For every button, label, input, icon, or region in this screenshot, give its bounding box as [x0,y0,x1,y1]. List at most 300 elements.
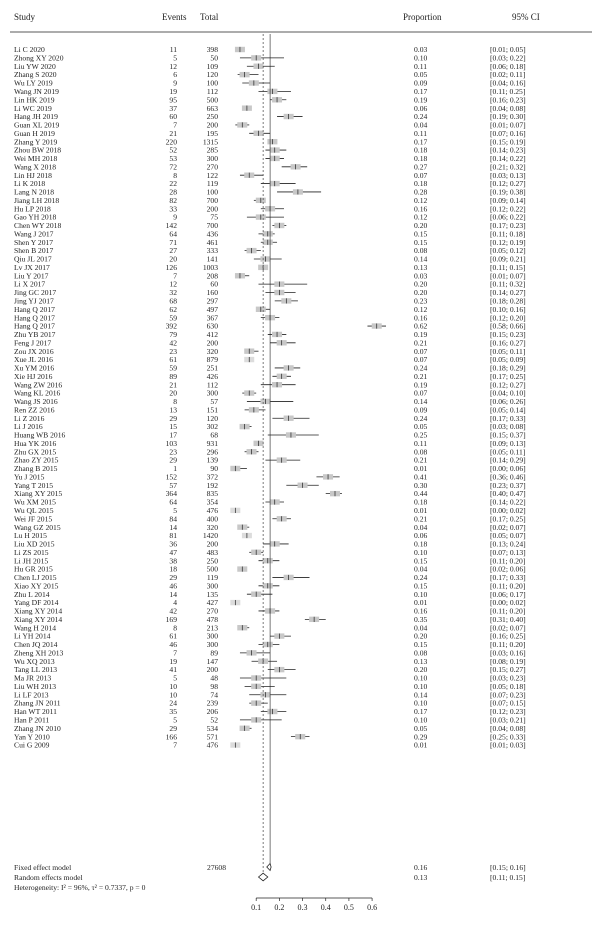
study-name: Chen WY 2018 [14,221,62,231]
study-name: Hang Q 2017 [14,304,55,314]
study-name: Hu LP 2018 [14,204,51,214]
study-total: 120 [206,70,218,80]
study-name: Xiao XY 2015 [14,581,59,591]
study-ci: [0.16; 0.23] [490,95,526,105]
study-name: Wu XQ 2013 [14,656,55,666]
study-total: 427 [206,598,218,608]
study-total: 98 [210,681,218,691]
study-ci: [0.01; 0.07] [490,120,526,130]
study-name: Li WC 2019 [14,103,52,113]
study-proportion: 0.21 [414,455,428,465]
study-proportion: 0.03 [414,45,428,55]
study-total: 112 [206,87,218,96]
study-name: Li C 2020 [14,45,45,55]
study-proportion: 0.10 [414,547,428,557]
study-proportion: 0.17 [414,137,428,147]
study-events: 29 [169,455,177,465]
heterogeneity-text: Heterogeneity: I² = 96%, τ² = 0.7337, p = 0 [14,883,146,892]
study-proportion: 0.08 [414,246,428,256]
study-total: 300 [206,388,218,398]
study-events: 9 [173,78,177,88]
study-total: 213 [206,623,218,633]
fixed-effect-diamond [267,864,271,871]
study-total: 270 [206,162,218,172]
study-proportion: 0.19 [414,330,428,340]
study-total: 200 [206,120,218,130]
study-proportion: 0.18 [414,497,428,507]
study-ci: [0.17; 0.25] [490,514,526,524]
study-events: 5 [173,506,177,515]
study-row [14,263,525,272]
study-proportion: 0.24 [414,573,428,583]
study-proportion: 0.03 [414,271,428,281]
study-total: 250 [206,556,218,566]
study-ci: [0.00; 0.02] [490,598,526,608]
study-name: Lin HK 2019 [14,95,55,105]
study-total: 57 [210,397,218,407]
study-ci: [0.03; 0.13] [490,170,526,180]
study-proportion: 0.04 [414,120,428,130]
study-events: 33 [169,204,177,214]
study-proportion: 0.21 [414,338,428,348]
study-proportion: 0.18 [414,145,428,155]
study-name: Zhu L 2014 [14,589,50,599]
study-proportion: 0.08 [414,648,428,658]
study-name: Liu XD 2015 [14,539,55,549]
study-events: 11 [169,45,177,55]
study-events: 29 [169,723,177,733]
study-total: 320 [206,346,218,356]
study-ci: [0.31; 0.40] [490,614,526,624]
header-events: Events [162,12,187,22]
study-total: 483 [206,547,218,557]
study-ci: [0.05; 0.12] [490,246,526,256]
study-name: Wu QL 2015 [14,506,54,515]
study-events: 84 [169,514,177,524]
study-name: Hang Q 2017 [14,313,55,323]
fixed-effect-proportion: 0.16 [414,863,428,872]
study-ci: [0.18; 0.28] [490,296,526,306]
study-proportion: 0.13 [414,656,428,666]
study-proportion: 0.21 [414,514,428,524]
study-total: 285 [206,145,218,155]
study-total: 476 [206,506,218,515]
study-ci: [0.00; 0.06] [490,464,526,474]
study-total: 200 [206,665,218,675]
study-total: 122 [206,170,218,180]
study-total: 700 [206,221,218,231]
study-ci: [0.14; 0.22] [490,154,526,164]
x-tick-label: 0.4 [320,903,331,912]
study-ci: [0.17; 0.33] [490,413,526,423]
study-proportion: 0.12 [414,195,428,205]
random-effects-label: Random effects model [14,873,83,882]
study-proportion: 0.19 [414,95,428,105]
study-ci: [0.21; 0.32] [490,162,526,172]
study-total: 208 [206,271,218,281]
x-tick-label: 0.5 [343,903,354,912]
study-total: 100 [206,187,218,197]
study-total: 663 [206,103,218,113]
study-proportion: 0.04 [414,522,428,532]
study-total: 239 [206,698,218,708]
study-events: 64 [169,229,177,239]
study-total: 135 [206,589,218,599]
study-ci: [0.03; 0.08] [490,422,526,432]
study-name: Wang X 2018 [14,162,56,172]
study-proportion: 0.29 [414,732,428,742]
study-events: 71 [169,237,177,247]
study-proportion: 0.04 [414,564,428,574]
study-events: 10 [169,690,177,700]
study-total: 879 [206,355,218,365]
study-name: Zhang JN 2011 [14,698,61,708]
study-name: Hu GR 2015 [14,564,53,574]
study-events: 57 [169,480,177,490]
study-ci: [0.04; 0.08] [490,723,526,733]
study-ci: [0.05; 0.18] [490,681,526,691]
study-ci: [0.15; 0.19] [490,137,526,147]
study-events: 27 [169,246,177,256]
study-events: 35 [169,707,177,717]
study-ci: [0.19; 0.38] [490,187,526,197]
header-row [14,12,540,22]
study-proportion: 0.15 [414,581,428,591]
study-ci: [0.14; 0.22] [490,497,526,507]
study-events: 62 [169,304,177,314]
study-name: Lu H 2015 [14,531,47,541]
study-events: 7 [173,271,177,281]
study-proportion: 0.20 [414,288,428,298]
study-total: 60 [210,279,218,289]
study-name: Jing GC 2017 [14,288,57,298]
study-ci: [0.14; 0.29] [490,455,526,465]
study-name: Wang ZW 2016 [14,380,63,390]
study-total: 192 [206,480,218,490]
study-total: 436 [206,229,218,239]
study-total: 89 [210,648,218,658]
study-total: 931 [206,438,218,448]
study-name: Wu LY 2019 [14,78,53,88]
study-proportion: 0.10 [414,715,428,725]
study-events: 8 [173,170,177,180]
study-total: 297 [206,296,218,306]
study-events: 103 [165,438,177,448]
random-effects-diamond [259,873,268,881]
study-events: 17 [169,430,177,440]
study-total: 119 [206,573,218,583]
study-events: 13 [169,405,177,415]
study-proportion: 0.15 [414,556,428,566]
study-name: Jing YJ 2017 [14,296,54,306]
study-events: 36 [169,539,177,549]
study-total: 100 [206,78,218,88]
study-ci: [0.06; 0.26] [490,397,526,407]
study-events: 53 [169,154,177,164]
study-proportion: 0.07 [414,346,428,356]
study-proportion: 0.14 [414,397,428,407]
study-events: 14 [169,589,177,599]
study-name: Li J 2016 [14,422,43,432]
study-events: 20 [169,388,177,398]
study-ci: [0.02; 0.06] [490,564,526,574]
study-total: 354 [206,497,218,507]
study-events: 23 [169,346,177,356]
study-total: 300 [206,581,218,591]
study-events: 46 [169,581,177,591]
study-events: 12 [169,61,177,71]
header-study: Study [14,12,36,22]
study-name: Li K 2018 [14,179,46,189]
study-total: 461 [206,237,218,247]
study-name: Shen Y 2017 [14,237,54,247]
header-total: Total [200,12,219,22]
study-name: Chen JQ 2014 [14,640,58,650]
study-name: Xie HJ 2016 [14,371,53,381]
study-proportion: 0.11 [414,61,428,71]
study-ci: [0.05; 0.07] [490,531,526,541]
study-proportion: 0.09 [414,78,428,88]
fixed-effect-ci: [0.15; 0.16] [490,863,526,872]
study-ci: [0.05; 0.11] [490,447,526,457]
study-total: 109 [206,61,218,71]
study-name: Li Z 2016 [14,413,45,423]
study-proportion: 0.24 [414,112,428,122]
study-proportion: 0.15 [414,237,428,247]
study-ci: [0.23; 0.37] [490,480,526,490]
study-name: Xiang XY 2014 [14,614,63,624]
study-events: 12 [169,279,177,289]
study-proportion: 0.62 [414,321,428,331]
study-proportion: 0.44 [414,489,428,499]
study-name: Wei JF 2015 [14,514,53,524]
study-proportion: 0.07 [414,355,428,365]
study-proportion: 0.17 [414,87,428,96]
study-total: 426 [206,371,218,381]
study-total: 270 [206,606,218,616]
header-proportion: Proportion [403,12,442,22]
study-events: 166 [165,732,177,742]
study-name: Hang Q 2017 [14,321,55,331]
study-proportion: 0.20 [414,279,428,289]
study-name: Guan XL 2019 [14,120,60,130]
study-total: 50 [210,53,218,63]
random-effects-ci: [0.11; 0.15] [490,873,526,882]
study-total: 497 [206,304,218,314]
study-name: Zhou BW 2018 [14,145,62,155]
study-ci: [0.01; 0.05] [490,45,526,55]
study-total: 112 [206,380,218,390]
study-proportion: 0.19 [414,380,428,390]
study-name: Qiu JL 2017 [14,254,52,264]
study-proportion: 0.07 [414,170,428,180]
study-name: Xue JL 2016 [14,355,53,365]
study-events: 46 [169,640,177,650]
study-proportion: 0.35 [414,614,428,624]
study-ci: [0.11; 0.20] [490,556,526,566]
study-ci: [0.03; 0.22] [490,53,526,63]
study-name: Lang N 2018 [14,187,55,197]
study-name: Li YH 2014 [14,631,51,641]
study-ci: [0.02; 0.07] [490,623,526,633]
x-tick-label: 0.2 [274,903,285,912]
study-name: Huang WB 2016 [14,430,66,440]
study-events: 152 [165,472,177,482]
study-name: Feng J 2017 [14,338,52,348]
study-events: 169 [165,614,177,624]
study-ci: [0.06; 0.17] [490,589,526,599]
study-ci: [0.58; 0.66] [490,321,526,331]
study-name: Guan H 2019 [14,128,55,138]
study-events: 15 [169,422,177,432]
study-name: Xiang XY 2015 [14,489,63,499]
study-proportion: 0.12 [414,304,428,314]
study-total: 200 [206,338,218,348]
study-name: Liu WH 2013 [14,681,57,691]
study-proportion: 0.25 [414,430,428,440]
study-total: 333 [206,246,218,256]
study-proportion: 0.41 [414,472,428,482]
study-name: Hang JH 2019 [14,112,58,122]
study-ci: [0.11; 0.18] [490,229,526,239]
study-total: 68 [210,430,218,440]
study-proportion: 0.18 [414,539,428,549]
study-ci: [0.17; 0.23] [490,221,526,231]
study-name: Wei MH 2018 [14,154,58,164]
study-total: 500 [206,95,218,105]
study-name: Wang JN 2019 [14,87,59,96]
study-name: Wang H 2014 [14,623,56,633]
study-ci: [0.16; 0.27] [490,338,526,348]
study-events: 8 [173,623,177,633]
study-ci: [0.12; 0.19] [490,237,526,247]
study-ci: [0.25; 0.33] [490,732,526,742]
study-ci: [0.02; 0.07] [490,522,526,532]
study-events: 126 [165,262,177,272]
study-proportion: 0.01 [414,598,428,608]
study-events: 220 [165,137,177,147]
study-name: Wang J 2017 [14,229,54,239]
study-proportion: 0.05 [414,422,428,432]
study-events: 60 [169,112,177,122]
study-name: Zhang S 2020 [14,70,57,80]
study-total: 1003 [202,262,218,272]
study-total: 75 [210,212,218,222]
study-ci: [0.04; 0.10] [490,388,526,398]
study-events: 79 [169,330,177,340]
study-events: 4 [173,598,177,608]
study-events: 72 [169,162,177,172]
study-ci: [0.12; 0.27] [490,380,526,390]
study-proportion: 0.09 [414,405,428,415]
fixed-effect-label: Fixed effect model [14,863,72,872]
study-ci: [0.01; 0.03] [490,740,526,750]
study-name: Li LF 2013 [14,690,49,700]
header-ci: 95% CI [512,12,540,22]
study-ci: [0.15; 0.37] [490,430,526,440]
study-total: 250 [206,112,218,122]
study-ci: [0.11; 0.20] [490,640,526,650]
study-proportion: 0.01 [414,740,428,750]
study-name: Zhang Y 2019 [14,137,58,147]
study-name: Yan Y 2010 [14,732,50,742]
study-name: Li X 2017 [14,279,46,289]
study-ci: [0.12; 0.23] [490,707,526,717]
study-total: 296 [206,447,218,457]
study-events: 10 [169,681,177,691]
study-name: Liu YW 2020 [14,61,56,71]
study-ci: [0.00; 0.02] [490,506,526,515]
study-proportion: 0.16 [414,313,428,323]
study-proportion: 0.28 [414,187,428,197]
study-total: 835 [206,489,218,499]
study-proportion: 0.10 [414,673,428,683]
study-events: 6 [173,70,177,80]
study-ci: [0.12; 0.27] [490,179,526,189]
study-events: 7 [173,740,177,750]
study-name: Shen B 2017 [14,246,54,256]
study-events: 37 [169,103,177,113]
study-events: 22 [169,179,177,189]
study-proportion: 0.10 [414,53,428,63]
study-events: 29 [169,413,177,423]
study-ci: [0.09; 0.21] [490,254,526,264]
study-ci: [0.05; 0.11] [490,346,526,356]
study-events: 392 [165,321,177,331]
study-total: 1420 [202,531,218,541]
study-name: Zhu GX 2015 [14,447,57,457]
study-ci: [0.12; 0.22] [490,204,526,214]
study-proportion: 0.15 [414,229,428,239]
study-events: 28 [169,187,177,197]
study-total: 302 [206,422,218,432]
study-events: 61 [169,355,177,365]
study-total: 412 [206,330,218,340]
study-ci: [0.16; 0.25] [490,631,526,641]
study-events: 95 [169,95,177,105]
study-events: 142 [165,221,177,231]
study-proportion: 0.07 [414,388,428,398]
study-row [14,347,525,356]
study-events: 81 [169,531,177,541]
study-events: 18 [169,564,177,574]
study-proportion: 0.06 [414,531,428,541]
study-total: 147 [206,656,218,666]
study-events: 20 [169,254,177,264]
study-total: 700 [206,195,218,205]
study-name: Wang GZ 2015 [14,522,61,532]
study-name: Lin HJ 2018 [14,170,52,180]
study-proportion: 0.21 [414,371,428,381]
study-total: 1315 [202,137,218,147]
study-ci: [0.07; 0.16] [490,128,526,138]
study-total: 478 [206,614,218,624]
study-name: Zhang JN 2010 [14,723,61,733]
study-total: 200 [206,539,218,549]
study-proportion: 0.05 [414,723,428,733]
study-events: 8 [173,397,177,407]
study-ci: [0.11; 0.20] [490,606,526,616]
study-name: Zou JX 2016 [14,346,54,356]
study-total: 630 [206,321,218,331]
study-name: Chen LJ 2015 [14,573,57,583]
study-proportion: 0.12 [414,212,428,222]
study-events: 64 [169,497,177,507]
study-ci: [0.10; 0.16] [490,304,526,314]
study-proportion: 0.08 [414,447,428,457]
study-ci: [0.08; 0.19] [490,656,526,666]
study-proportion: 0.23 [414,296,428,306]
